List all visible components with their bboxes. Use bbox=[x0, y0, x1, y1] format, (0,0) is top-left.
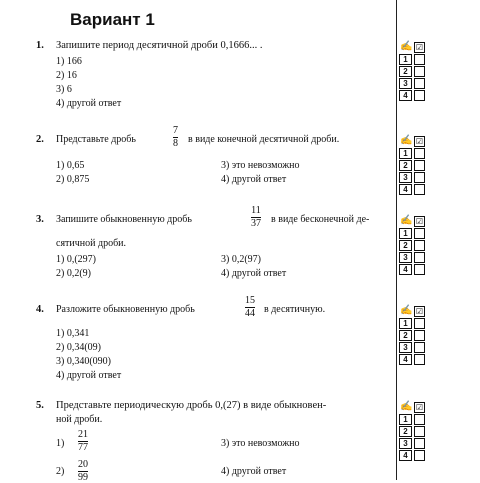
fraction-numerator: 21 bbox=[78, 429, 88, 440]
fraction-denominator: 8 bbox=[173, 138, 178, 149]
answer-checkbox[interactable] bbox=[414, 228, 425, 239]
answer-checkbox[interactable] bbox=[414, 330, 425, 341]
answer-row bbox=[398, 228, 432, 238]
fraction-denominator: 44 bbox=[245, 308, 255, 319]
check-icon: ☑ bbox=[415, 403, 424, 412]
option-1-fraction bbox=[78, 430, 88, 453]
answer-row bbox=[398, 240, 432, 250]
question-text-start: Разложите обыкновенную дробь bbox=[56, 304, 195, 315]
question-text-start: Представьте дробь bbox=[56, 134, 136, 145]
option-2: 2) 0,2(9) bbox=[56, 268, 91, 279]
answer-row bbox=[398, 330, 432, 340]
option-3: 3) это невозможно bbox=[221, 160, 300, 171]
option-1: 1) 166 bbox=[56, 56, 82, 67]
check-icon: ☑ bbox=[415, 43, 424, 52]
answer-row bbox=[398, 414, 432, 424]
question-text-start: Запишите обыкновенную дробь bbox=[56, 214, 192, 225]
answer-checkbox[interactable] bbox=[414, 172, 425, 183]
answer-row bbox=[398, 252, 432, 262]
answer-checkbox[interactable] bbox=[414, 414, 425, 425]
answer-number: 1 bbox=[399, 414, 412, 425]
answer-number: 2 bbox=[399, 330, 412, 341]
answer-number: 3 bbox=[399, 78, 412, 89]
question-text-line2: ной дроби. bbox=[56, 414, 103, 425]
fraction-numerator: 7 bbox=[173, 125, 178, 136]
answer-number: 4 bbox=[399, 354, 412, 365]
check-icon: ☑ bbox=[415, 307, 424, 316]
answer-checkbox[interactable] bbox=[414, 240, 425, 251]
fraction-denominator: 77 bbox=[78, 442, 88, 453]
question-number: 2. bbox=[36, 134, 44, 145]
question-number: 1. bbox=[36, 40, 44, 51]
option-1: 1) bbox=[56, 438, 65, 449]
answer-row bbox=[398, 426, 432, 436]
pencil-icon: ✍ bbox=[400, 305, 413, 316]
answer-header bbox=[398, 42, 432, 52]
answer-checkbox[interactable] bbox=[414, 264, 425, 275]
answer-number: 3 bbox=[399, 252, 412, 263]
answer-checkbox[interactable] bbox=[414, 148, 425, 159]
answer-checkbox[interactable] bbox=[414, 90, 425, 101]
option-3: 3) 0,340(090) bbox=[56, 356, 111, 367]
option-4: 4) другой ответ bbox=[56, 370, 122, 381]
question-number: 4. bbox=[36, 304, 44, 315]
answer-header bbox=[398, 136, 432, 146]
check-icon: ☑ bbox=[415, 217, 424, 226]
option-4: 4) другой ответ bbox=[221, 466, 287, 477]
question-number: 5. bbox=[36, 400, 44, 411]
question-text-end: в виде конечной десятичной дроби. bbox=[188, 134, 340, 145]
question-text: Запишите период десятичной дроби 0,1666... . bbox=[56, 40, 263, 51]
answer-checkbox[interactable] bbox=[414, 354, 425, 365]
answer-checkbox[interactable] bbox=[414, 252, 425, 263]
question-4 bbox=[36, 295, 392, 386]
answer-checkbox[interactable] bbox=[414, 66, 425, 77]
answer-number: 2 bbox=[399, 426, 412, 437]
answer-row bbox=[398, 450, 432, 460]
question-text-end: в виде бесконечной де- bbox=[271, 214, 370, 225]
fraction-numerator: 20 bbox=[78, 459, 88, 470]
question-3 bbox=[36, 205, 392, 280]
option-2: 2) 0,34(09) bbox=[56, 342, 101, 353]
pencil-icon: ✍ bbox=[400, 41, 413, 52]
fraction-numerator: 11 bbox=[251, 205, 261, 216]
option-4: 4) другой ответ bbox=[221, 174, 287, 185]
fraction-denominator: 99 bbox=[78, 472, 88, 483]
answer-row bbox=[398, 354, 432, 364]
answer-checkbox[interactable] bbox=[414, 78, 425, 89]
answer-checkbox[interactable] bbox=[414, 160, 425, 171]
answer-number: 4 bbox=[399, 90, 412, 101]
answer-checkbox[interactable] bbox=[414, 426, 425, 437]
question-5 bbox=[36, 400, 392, 483]
fraction-denominator: 37 bbox=[251, 218, 261, 229]
answer-checkbox[interactable] bbox=[414, 342, 425, 353]
option-1: 1) 0,341 bbox=[56, 328, 90, 339]
option-2: 2) 16 bbox=[56, 70, 77, 81]
answer-checkbox[interactable] bbox=[414, 318, 425, 329]
answer-number: 3 bbox=[399, 342, 412, 353]
question-text-end: в десятичную. bbox=[264, 304, 326, 315]
answer-number: 1 bbox=[399, 54, 412, 65]
pencil-icon: ✍ bbox=[400, 135, 413, 146]
option-4: 4) другой ответ bbox=[221, 268, 287, 279]
answer-number: 1 bbox=[399, 148, 412, 159]
pencil-icon: ✍ bbox=[400, 401, 413, 412]
answer-number: 2 bbox=[399, 160, 412, 171]
answer-row bbox=[398, 160, 432, 170]
option-3: 3) 6 bbox=[56, 84, 72, 95]
fraction bbox=[173, 126, 178, 149]
answer-row bbox=[398, 90, 432, 100]
answer-number: 2 bbox=[399, 66, 412, 77]
answer-row bbox=[398, 438, 432, 448]
answer-header bbox=[398, 216, 432, 226]
answer-number: 3 bbox=[399, 172, 412, 183]
answer-column-divider bbox=[396, 0, 397, 480]
answer-row bbox=[398, 342, 432, 352]
option-2: 2) 0,875 bbox=[56, 174, 90, 185]
answer-number: 1 bbox=[399, 318, 412, 329]
option-1: 1) 0,(297) bbox=[56, 254, 96, 265]
answer-header bbox=[398, 402, 432, 412]
answer-number: 4 bbox=[399, 450, 412, 461]
answer-number: 4 bbox=[399, 184, 412, 195]
check-icon: ☑ bbox=[415, 137, 424, 146]
option-3: 3) это невозможно bbox=[221, 438, 300, 449]
answer-checkbox[interactable] bbox=[414, 438, 425, 449]
answer-row bbox=[398, 78, 432, 88]
answer-row bbox=[398, 148, 432, 158]
answer-row bbox=[398, 184, 432, 194]
answer-number: 1 bbox=[399, 228, 412, 239]
option-4: 4) другой ответ bbox=[56, 98, 122, 109]
question-number: 3. bbox=[36, 214, 44, 225]
question-text: Представьте периодическую дробь 0,(27) в виде обыкновен- bbox=[56, 400, 327, 411]
answer-row bbox=[398, 318, 432, 328]
question-2 bbox=[36, 125, 392, 190]
answer-row bbox=[398, 54, 432, 64]
option-2: 2) bbox=[56, 466, 65, 477]
question-text-line2: сятичной дроби. bbox=[56, 238, 127, 249]
answer-row bbox=[398, 264, 432, 274]
answer-checkbox[interactable] bbox=[414, 450, 425, 461]
fraction bbox=[245, 296, 255, 319]
answer-row bbox=[398, 172, 432, 182]
fraction-numerator: 15 bbox=[245, 295, 255, 306]
answer-checkbox[interactable] bbox=[414, 54, 425, 65]
fraction bbox=[251, 206, 261, 229]
page-title: Вариант 1 bbox=[70, 10, 155, 29]
pencil-icon: ✍ bbox=[400, 215, 413, 226]
answer-header bbox=[398, 306, 432, 316]
answer-checkbox[interactable] bbox=[414, 184, 425, 195]
answer-number: 3 bbox=[399, 438, 412, 449]
option-1: 1) 0,65 bbox=[56, 160, 85, 171]
answer-number: 2 bbox=[399, 240, 412, 251]
question-1 bbox=[36, 40, 392, 116]
answer-row bbox=[398, 66, 432, 76]
answer-number: 4 bbox=[399, 264, 412, 275]
option-3: 3) 0,2(97) bbox=[221, 254, 261, 265]
